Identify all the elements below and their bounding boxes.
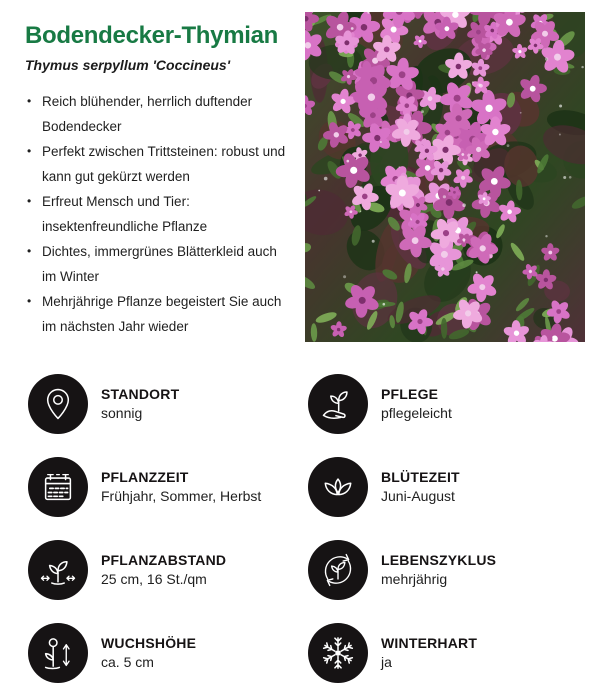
feature-value: mehrjährig <box>381 571 448 587</box>
feature-standort <box>28 374 308 434</box>
feature-label: PFLANZABSTAND <box>101 552 227 568</box>
bullet-list <box>25 89 288 339</box>
feature-value: Frühjahr, Sommer, Herbst <box>101 488 262 504</box>
feature-pflanzabstand <box>28 540 308 600</box>
feature-value: 25 cm, 16 St./qm <box>101 571 207 587</box>
features-grid <box>28 374 580 700</box>
list-item <box>25 189 288 239</box>
feature-label: WINTERHART <box>381 635 478 651</box>
feature-label: STANDORT <box>101 386 180 402</box>
list-item-text: Mehrjährige Pflanze begeistert Sie auch im nächsten Jahr wieder <box>42 294 282 334</box>
bullet-marker: • <box>27 94 32 108</box>
feature-wuchshoehe <box>28 623 308 683</box>
flower-icon <box>308 457 368 517</box>
feature-pflanzzeit <box>28 457 308 517</box>
botanical-name: Thymus serpyllum 'Coccineus' <box>25 57 231 73</box>
feature-bluetezeit <box>308 457 580 517</box>
feature-lebenszyklus <box>308 540 580 600</box>
feature-value: pflegeleicht <box>381 405 452 421</box>
snowflake-icon <box>308 623 368 683</box>
feature-value: ja <box>381 654 392 670</box>
growth-height-icon <box>28 623 88 683</box>
list-item <box>25 89 288 139</box>
feature-label: LEBENSZYKLUS <box>381 552 497 568</box>
list-item-text: Erfreut Mensch und Tier: insektenfreundliche Pflanze <box>42 194 208 234</box>
bullet-marker: • <box>27 194 32 208</box>
bullet-marker: • <box>27 144 32 158</box>
list-item-text: Perfekt zwischen Trittsteinen: robust und kann gut gekürzt werden <box>42 144 286 184</box>
location-pin-icon <box>28 374 88 434</box>
list-item-text: Dichtes, immergrünes Blätterkleid auch im Winter <box>42 244 277 284</box>
feature-pflege <box>308 374 580 434</box>
page-title: Bodendecker-Thymian <box>25 22 279 49</box>
hand-plant-icon <box>308 374 368 434</box>
calendar-icon <box>28 457 88 517</box>
list-item <box>25 139 288 189</box>
list-item <box>25 289 288 339</box>
feature-winterhart <box>308 623 580 683</box>
feature-value: ca. 5 cm <box>101 654 154 670</box>
thyme-flowers-image <box>305 12 585 342</box>
feature-value: sonnig <box>101 405 143 421</box>
list-item-text: Reich blühender, herrlich duftender Bodendecker <box>42 94 253 134</box>
plant-spacing-icon <box>28 540 88 600</box>
feature-label: PFLANZZEIT <box>101 469 189 485</box>
feature-label: PFLEGE <box>381 386 439 402</box>
list-item <box>25 239 288 289</box>
feature-label: BLÜTEZEIT <box>381 469 460 485</box>
bullet-marker: • <box>27 244 32 258</box>
plant-photo <box>305 12 585 342</box>
cycle-plant-icon <box>308 540 368 600</box>
feature-label: WUCHSHÖHE <box>101 635 197 651</box>
feature-value: Juni-August <box>381 488 455 504</box>
bullet-marker: • <box>27 294 32 308</box>
